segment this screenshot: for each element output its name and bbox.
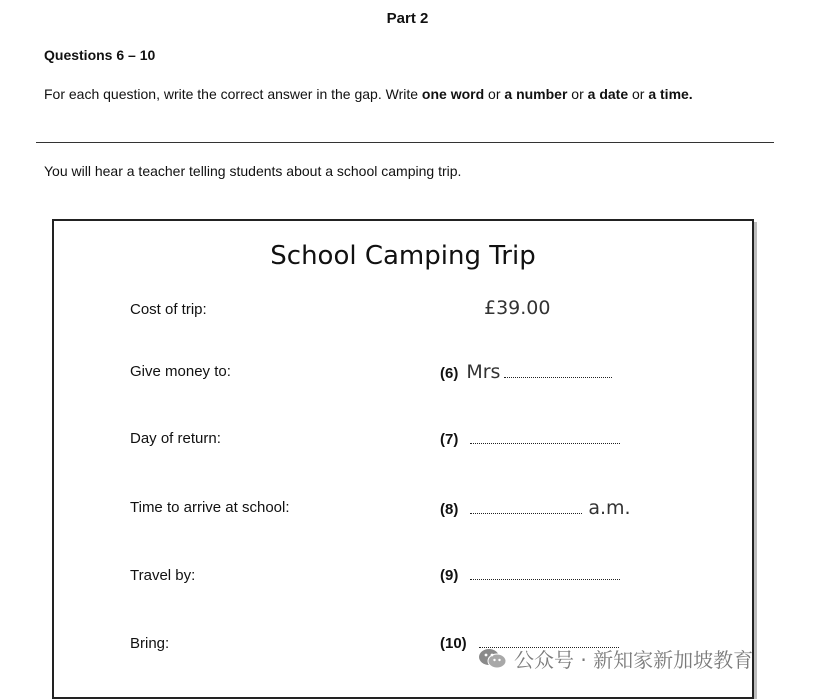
- part-title: Part 2: [386, 10, 429, 27]
- cost-value: £39.00: [484, 297, 551, 319]
- form-box: [52, 219, 754, 699]
- divider: [36, 142, 774, 143]
- form-title: School Camping Trip: [270, 241, 536, 271]
- answer-prefix: Mrs: [466, 361, 501, 383]
- answer-7-blank[interactable]: [470, 443, 620, 444]
- label-day-return: Day of return:: [130, 430, 221, 447]
- answer-6: [440, 361, 612, 383]
- instructions-bold: a date: [587, 86, 629, 102]
- answer-9: [440, 567, 620, 584]
- instructions-text: [44, 86, 764, 103]
- instructions-part: or: [567, 86, 588, 102]
- answer-8: [440, 497, 631, 519]
- watermark-text: 公众号 · 新知家新加坡教育: [514, 648, 754, 672]
- instructions-part: or: [484, 86, 505, 102]
- question-number: (9): [440, 567, 459, 584]
- question-number: (7): [440, 431, 459, 448]
- answer-6-blank[interactable]: [504, 377, 612, 378]
- watermark: [478, 644, 753, 673]
- label-travel-by: Travel by:: [130, 567, 196, 584]
- instructions-bold: a number: [504, 86, 568, 102]
- answer-7: [440, 431, 620, 448]
- answer-9-blank[interactable]: [470, 579, 620, 580]
- label-cost: Cost of trip:: [130, 301, 207, 318]
- wechat-icon: [478, 647, 508, 671]
- instructions-part: For each question, write the correct answer in the gap. Write: [44, 86, 422, 102]
- instructions-bold: one word: [421, 86, 485, 102]
- question-number: (6): [440, 365, 459, 382]
- answer-8-blank[interactable]: [470, 513, 582, 514]
- label-give-money: Give money to:: [130, 363, 231, 380]
- context-text: You will hear a teacher telling students about a school camping trip.: [44, 163, 462, 179]
- label-time-arrive: Time to arrive at school:: [130, 499, 290, 516]
- question-number: (10): [440, 635, 467, 652]
- label-bring: Bring:: [130, 635, 170, 652]
- instructions-part: or: [628, 86, 649, 102]
- instructions-bold: a time.: [648, 86, 693, 102]
- questions-heading: Questions 6 – 10: [44, 47, 156, 63]
- question-number: (8): [440, 501, 459, 518]
- answer-suffix: a.m.: [588, 497, 631, 519]
